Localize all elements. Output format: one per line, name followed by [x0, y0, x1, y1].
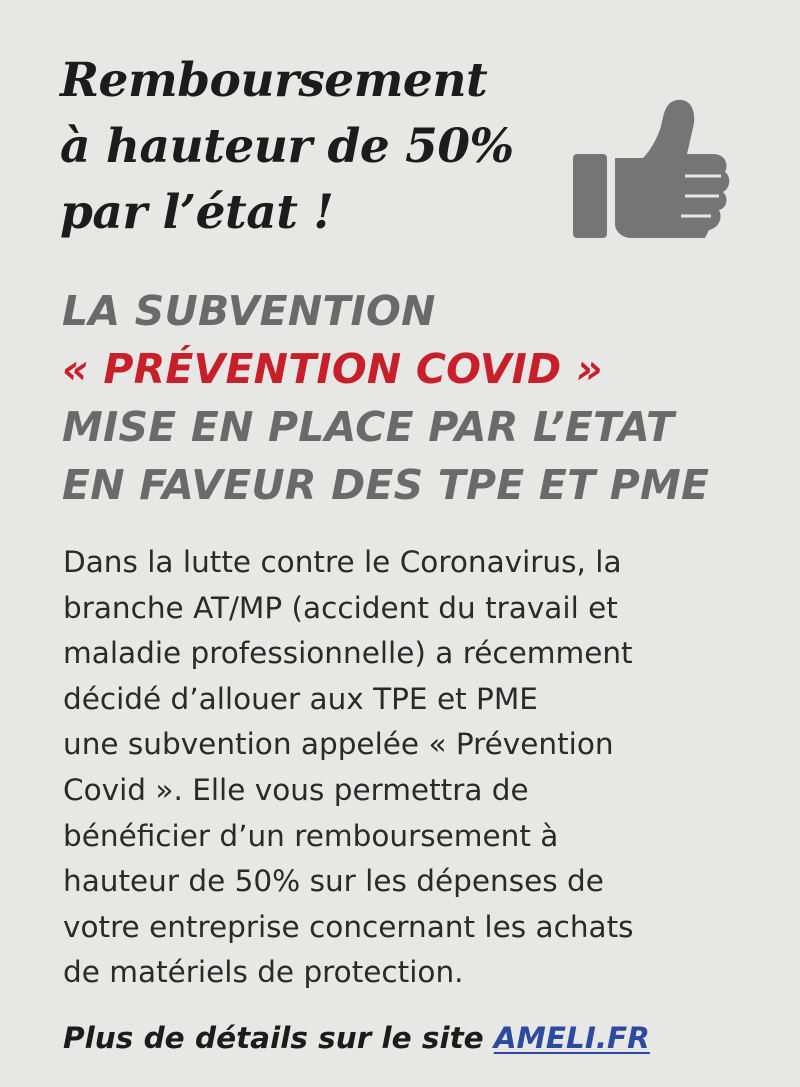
ameli-link[interactable]: AMELI.FR	[493, 1021, 650, 1055]
body-line: Covid ». Elle vous permettra de	[63, 772, 529, 807]
subtitle-line: EN FAVEUR DES TPE ET PME	[62, 461, 710, 509]
body-line: de matériels de protection.	[63, 955, 464, 990]
details-text: Plus de détails sur le site	[63, 1021, 484, 1055]
subtitle-line: LA SUBVENTION	[62, 287, 436, 335]
headline-line: Remboursement	[60, 53, 488, 108]
subtitle-highlight: « PRÉVENTION COVID »	[62, 345, 603, 393]
headline	[60, 48, 580, 246]
body-line: décidé d’allouer aux TPE et PME	[63, 681, 538, 716]
body-line: votre entreprise concernant les achats	[63, 909, 634, 944]
body-line: hauteur de 50% sur les dépenses de	[63, 864, 604, 899]
body-line: branche AT/MP (accident du travail et	[63, 590, 618, 625]
headline-line: par l’état !	[60, 185, 334, 240]
body-line: une subvention appelée « Prévention	[63, 727, 614, 762]
headline-line: à hauteur de 50%	[60, 119, 514, 174]
body-paragraph	[63, 540, 763, 996]
subsidy-title	[62, 282, 762, 514]
details-line	[63, 1016, 763, 1060]
body-line: maladie professionnelle) a récemment	[63, 636, 633, 671]
thumbs-up-icon	[565, 92, 735, 252]
subtitle-line: MISE EN PLACE PAR L’ETAT	[62, 403, 675, 451]
body-line: bénéficier d’un remboursement à	[63, 818, 559, 853]
body-line: Dans la lutte contre le Coronavirus, la	[63, 545, 622, 579]
